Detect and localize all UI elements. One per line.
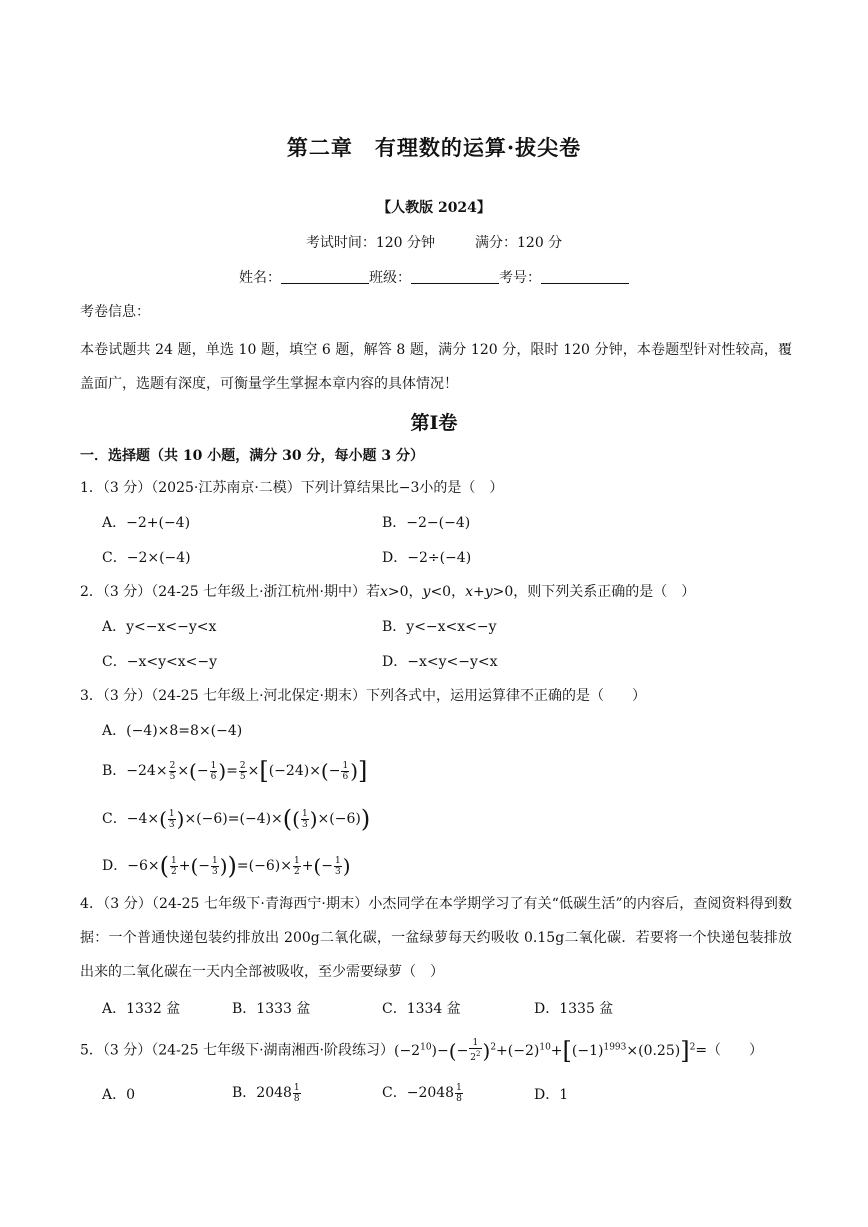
section-heading: 一．选择题（共 10 小题，满分 30 分，每小题 3 分） [80,448,424,464]
question-2-option-b: B．y<−x<x<−y [382,619,497,635]
full-score: 满分：120 分 [475,235,563,251]
page-title: 第二章 有理数的运算·拔尖卷 [286,135,582,160]
question-2-stem: 2．（3 分）（24-25 七年级上·浙江杭州·期中）若x>0，y<0，x+y>0，则下列关系正确的是（ ） [80,584,696,600]
question-1-option-d: D．−2÷(−4) [382,550,472,566]
edition-label: 【人教版 2024】 [377,200,491,216]
number-label: 考号： [499,270,541,286]
question-1-option-a: A．−2+(−4) [102,515,191,531]
name-blank[interactable] [281,269,369,284]
question-4-stem: 4．（3 分）（24-25 七年级下·青海西宁·期末）小杰同学在本学期学习了有关“低碳生活”的内容后，查阅资料得到数据：一个普通快递包装约排放出 200g二氧化碳，一盆绿萝每天约吸收 0.15g二氧化碳．若要将一个快递包装排放出来的二氧化碳在一天内全部被吸收，至少需要绿萝（ ） [80,896,792,980]
question-1-stem: 1．（3 分）（2025·江苏南京·二模）下列计算结果比−3小的是（ ） [80,480,504,496]
question-3-option-b: B．−24× $\frac{2}{5}$ ×(− $\frac{1}{6}$ )= $\frac{2}{5}$ ×[(−24)×(− $\frac{1}{6}$ )] [102,757,368,785]
question-3-option-d: D．−6×( $\frac{1}{2}$ +(− $\frac{1}{3}$ ))=(−6)× $\frac{1}{2}$ +(− $\frac{1}{3}$ ) [102,852,351,880]
question-1-option-c: C．−2×(−4) [102,550,191,566]
class-label: 班级： [369,270,411,286]
question-5-option-c: C．−2048 $\frac{1}{8}$ [382,1082,462,1104]
question-4-option-d: D．1335 盆 [534,1001,614,1017]
math-expression: −6×( $\frac{1}{2}$ +(− $\frac{1}{3}$ ))=(−6)× $\frac{1}{2}$ +(− $\frac{1}{3}$ ) [127,852,351,880]
exam-meta [0,232,868,252]
question-3-stem: 3．（3 分）（24-25 七年级上·河北保定·期末）下列各式中，运用运算律不正确的是（ ） [80,688,646,704]
class-blank[interactable] [411,269,499,284]
math-expression: $(-2^{10})-(-$ $\frac{1}{2^2}$ )$^2+(-2)^{10}+[(-1)^{1993}\times(0.25)]^2$ [393,1036,696,1065]
question-3-option-c: C．−4×( $\frac{1}{3}$ )×(−6)=(−4)×(( $\frac{1}{3}$ )×(−6)) [102,805,371,833]
exam-time: 考试时间：120 分钟 [305,235,435,251]
name-label: 姓名： [239,270,281,286]
question-5-stem: 5．（3 分）（24-25 七年级下·湖南湘西·阶段练习）$(-2^{10})-(-$ $\frac{1}{2^2}$ )$^2+(-2)^{10}+[(-1)^{1993}\times(0.25)]^2=$（ ） [80,1036,764,1065]
math-expression: −4×( $\frac{1}{3}$ )×(−6)=(−4)×(( $\frac{1}{3}$ )×(−6)) [126,805,371,833]
question-2-option-a: A．y<−x<−y<x [102,619,217,635]
info-text: 本卷试题共 24 题，单选 10 题，填空 6 题，解答 8 题，满分 120 分，限时 120 分钟，本卷题型针对性较高，覆盖面广，选题有深度，可衡量学生掌握本章内容的具体情况！ [80,342,792,392]
question-4-option-a: A．1332 盆 [102,1001,181,1017]
question-3-option-a: A．(−4)×8=8×(−4) [102,723,243,739]
question-4-option-c: C．1334 盆 [382,1001,461,1017]
question-5-option-b: B．2048 $\frac{1}{8}$ [232,1082,300,1104]
question-2-option-c: C．−x<y<x<−y [102,654,217,670]
question-4-option-b: B．1333 盆 [232,1001,311,1017]
volume-heading: 第Ⅰ卷 [410,412,458,434]
question-2-option-d: D．−x<y<−y<x [382,654,498,670]
info-heading: 考卷信息： [80,304,150,320]
math-expression: −24× $\frac{2}{5}$ ×(− $\frac{1}{6}$ )= $\frac{2}{5}$ ×[(−24)×(− $\frac{1}{6}$ )] [126,757,368,785]
question-5-option-d: D．1 [534,1087,569,1103]
question-5-option-a: A．0 [102,1087,136,1103]
number-blank[interactable] [541,269,629,284]
question-1-option-b: B．−2−(−4) [382,515,471,531]
student-info-line [0,267,868,287]
